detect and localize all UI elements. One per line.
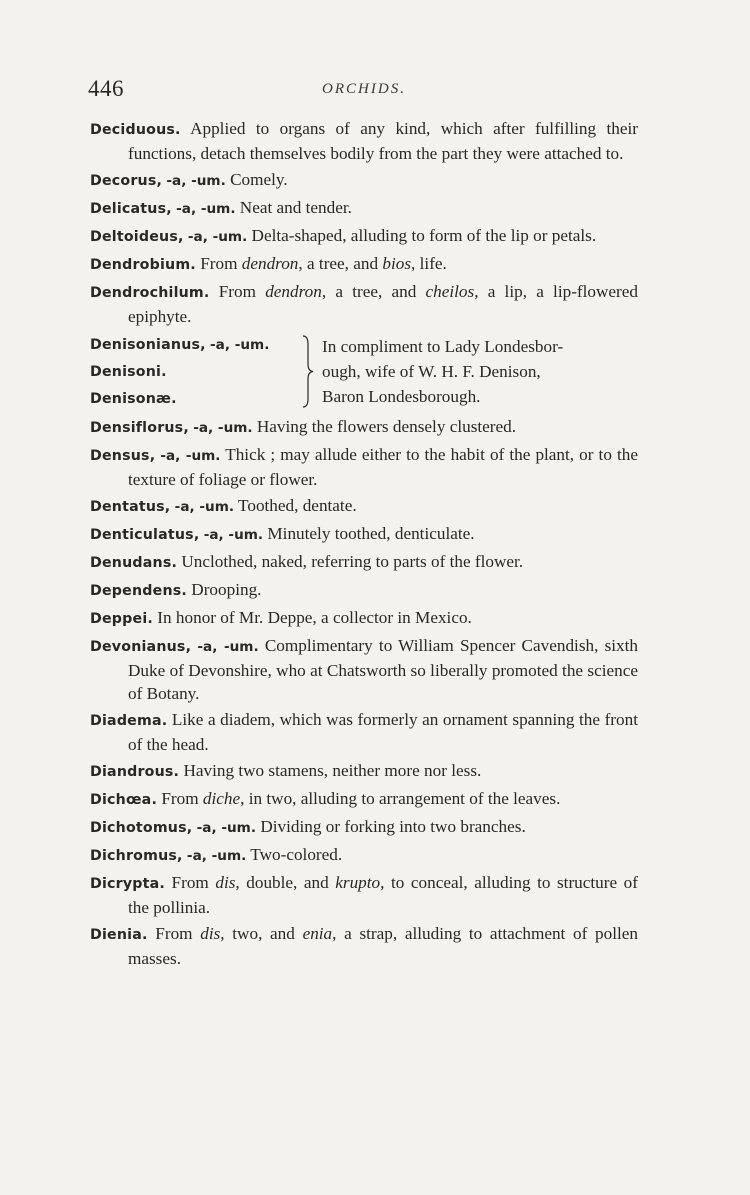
definition-text: From xyxy=(161,789,203,808)
etymon: dis xyxy=(215,873,236,892)
definition-text: Neat and tender. xyxy=(239,198,352,217)
glossary-entry xyxy=(90,280,638,328)
glossary-entry xyxy=(90,443,638,491)
group-terms xyxy=(90,331,300,412)
definition-text: Unclothed, naked, referring to parts of the flower. xyxy=(181,552,524,571)
definition-text: Complimentary to William Spencer Cavendish, sixth Duke of Devonshire, who at Chatsworth so liberally promoted the science of Botany. xyxy=(128,636,639,703)
term-suffix: -a, -um. xyxy=(187,229,248,245)
term-suffix: -a, -um. xyxy=(176,201,236,217)
glossary-entry xyxy=(90,843,638,868)
definition-text: , a tree, and xyxy=(321,282,426,301)
glossary-entry xyxy=(90,224,638,249)
term-name: Denudans. xyxy=(90,555,178,571)
definition-text: , life. xyxy=(411,254,447,273)
definition-line: ough, wife of W. H. F. Denison, xyxy=(322,362,541,381)
term-name: Dependens. xyxy=(90,583,187,599)
term-name: Delicatus, xyxy=(90,201,172,217)
page-header xyxy=(88,76,640,106)
term-suffix: -a, -um. xyxy=(186,848,247,864)
term-name: Devonianus, xyxy=(90,639,192,655)
group-term xyxy=(90,358,300,385)
glossary-entries xyxy=(90,117,638,973)
etymon: bios xyxy=(382,254,412,273)
term-name: Decorus, xyxy=(90,173,163,189)
definition-text: , a tree, and xyxy=(298,254,383,273)
term-name: Deltoideus, xyxy=(90,229,184,245)
group-term xyxy=(90,385,300,412)
definition-text: In honor of Mr. Deppe, a collector in Mexico. xyxy=(157,608,472,627)
definition-text: , double, and xyxy=(235,873,336,892)
term-name: Diandrous. xyxy=(90,764,180,780)
glossary-entry xyxy=(90,415,638,440)
term-name: Dendrochilum. xyxy=(90,285,210,301)
definition-line: Baron Londesborough. xyxy=(322,387,481,406)
glossary-entry xyxy=(90,871,638,919)
term-name: Densus, xyxy=(90,448,156,464)
term-suffix: -a, -um. xyxy=(203,527,264,543)
glossary-entry xyxy=(90,815,638,840)
group-definition xyxy=(322,334,638,409)
glossary-entry xyxy=(90,708,638,756)
term-suffix: -a, -um. xyxy=(174,499,235,515)
definition-text: Like a diadem, which was formerly an ornament spanning the front of the head. xyxy=(128,710,638,754)
etymon: enia xyxy=(302,924,333,943)
glossary-entry xyxy=(90,578,638,603)
glossary-entry xyxy=(90,117,638,165)
glossary-entry xyxy=(90,759,638,784)
definition-text: Delta-shaped, alluding to form of the lip or petals. xyxy=(251,226,597,245)
glossary-entry xyxy=(90,606,638,631)
definition-text: , in two, alluding to arrangement of the leaves. xyxy=(240,789,561,808)
definition-text: Thick ; may allude either to the habit of the plant, or to the texture of foliage or flower. xyxy=(128,445,638,489)
definition-text: Dividing or forking into two branches. xyxy=(260,817,526,836)
term-suffix: -a, -um. xyxy=(160,448,221,464)
page-number: 446 xyxy=(88,76,124,101)
etymon: dis xyxy=(200,924,221,943)
right-brace-icon xyxy=(300,334,316,409)
glossary-entry xyxy=(90,168,638,193)
glossary-entry xyxy=(90,252,638,277)
definition-text: From xyxy=(200,254,242,273)
term-name: Denisoni. xyxy=(90,364,167,380)
term-name: Dicrypta. xyxy=(90,876,165,892)
definition-line: In compliment to Lady Londesbor- xyxy=(322,337,564,356)
glossary-entry xyxy=(90,196,638,221)
definition-text: Applied to organs of any kind, which after fulfilling their functions, detach themselves bodily from the part they were attached to. xyxy=(128,119,638,163)
term-name: Denticulatus, xyxy=(90,527,200,543)
term-name: Denisonianus, xyxy=(90,337,206,353)
etymon: dendron xyxy=(265,282,322,301)
term-name: Diadema. xyxy=(90,713,168,729)
term-name: Dienia. xyxy=(90,927,148,943)
definition-text: Comely. xyxy=(230,170,288,189)
term-name: Densiflorus, xyxy=(90,420,189,436)
etymon: cheilos xyxy=(425,282,475,301)
term-suffix: -a, -um. xyxy=(193,420,253,436)
term-suffix: -a, -um. xyxy=(166,173,226,189)
glossary-entry xyxy=(90,522,638,547)
term-suffix: -a, -um. xyxy=(210,337,270,353)
term-name: Dichœa. xyxy=(90,792,158,808)
term-name: Dichotomus, xyxy=(90,820,193,836)
glossary-entry xyxy=(90,550,638,575)
definition-text: From xyxy=(218,282,266,301)
term-name: Deppei. xyxy=(90,611,153,627)
etymon: dendron xyxy=(241,254,299,273)
definition-text: , a lip, a lip-flowered epiphyte. xyxy=(128,282,639,326)
glossary-entry xyxy=(90,494,638,519)
definition-text: Two-colored. xyxy=(250,845,343,864)
glossary-entry xyxy=(90,922,638,970)
running-head: ORCHIDS. xyxy=(322,81,406,97)
group-term xyxy=(90,331,300,358)
term-name: Dentatus, xyxy=(90,499,171,515)
term-name: Dichromus, xyxy=(90,848,183,864)
definition-text: , two, and xyxy=(220,924,303,943)
definition-text: Drooping. xyxy=(191,580,262,599)
term-name: Denisonæ. xyxy=(90,391,177,407)
definition-text: Having the flowers densely clustered. xyxy=(256,417,517,436)
etymon: krupto xyxy=(335,873,381,892)
definition-text: , to conceal, alluding to structure of the pollinia. xyxy=(128,873,638,917)
definition-text: From xyxy=(155,924,201,943)
glossary-group-denison xyxy=(90,331,638,412)
definition-text: Toothed, dentate. xyxy=(238,496,357,515)
definition-text: , a strap, alluding to attachment of pollen masses. xyxy=(128,924,638,968)
term-suffix: -a, -um. xyxy=(196,820,257,836)
definition-text: From xyxy=(171,873,216,892)
etymon: diche xyxy=(202,789,241,808)
definition-text: Minutely toothed, denticulate. xyxy=(267,524,475,543)
term-suffix: -a, -um. xyxy=(197,639,259,655)
term-name: Deciduous. xyxy=(90,122,181,138)
glossary-entry xyxy=(90,787,638,812)
glossary-entry xyxy=(90,634,638,705)
term-name: Dendrobium. xyxy=(90,257,196,273)
definition-text: Having two stamens, neither more nor less. xyxy=(183,761,482,780)
